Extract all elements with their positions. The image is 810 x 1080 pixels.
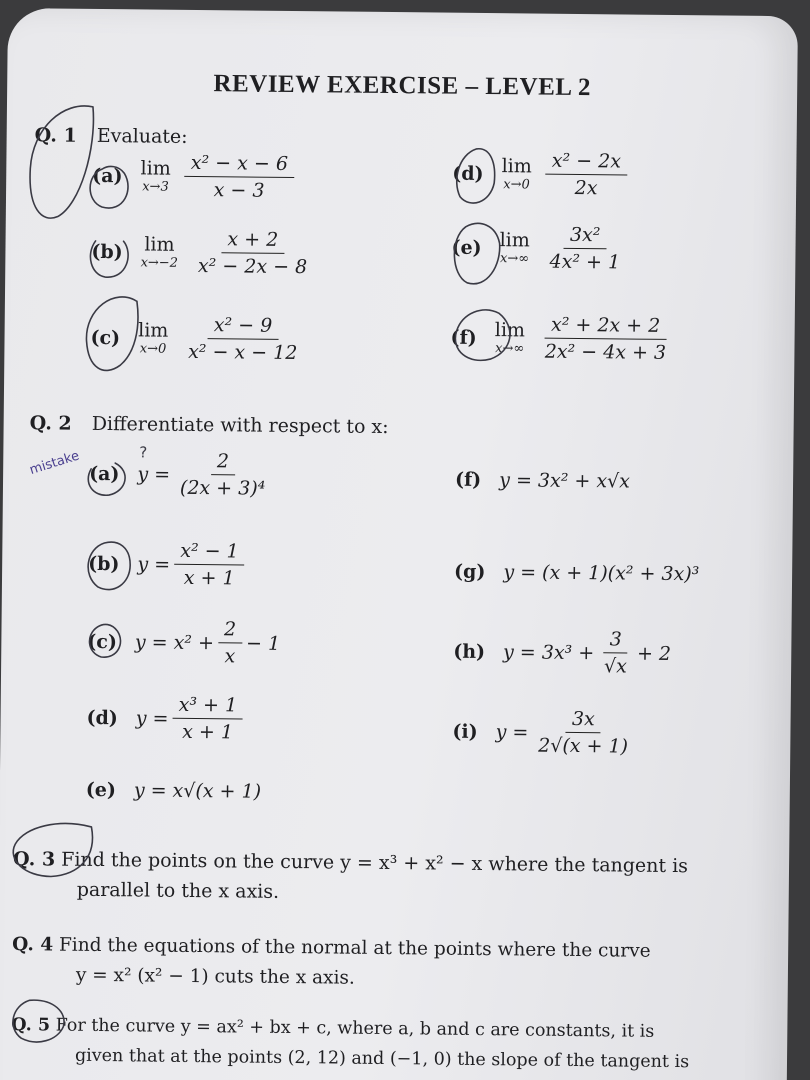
- q2-part-c: [87, 617, 280, 668]
- numerator: x³ + 1: [173, 694, 244, 720]
- numerator: 3x²: [564, 224, 607, 249]
- q3-number: Q. 3: [12, 848, 56, 871]
- lim-sub: x→∞: [495, 341, 525, 357]
- denominator: 4x² + 1: [549, 250, 621, 274]
- q2-part-i: [452, 707, 638, 758]
- q2-heading: [30, 412, 389, 438]
- numerator: x² − 2x: [546, 150, 627, 176]
- limit-operator: [141, 233, 179, 270]
- q1-part-a: [92, 151, 298, 202]
- q1-number: Q. 1: [34, 124, 77, 147]
- expr-pre: y = x² +: [134, 630, 215, 654]
- fraction: [174, 450, 272, 500]
- denominator: 2√(x + 1): [538, 734, 629, 758]
- numerator: x² + 2x + 2: [545, 314, 666, 340]
- numerator: x² − x − 6: [185, 152, 294, 178]
- limit-operator: [140, 157, 171, 194]
- lhs: y =: [135, 706, 169, 730]
- q3-line2: parallel to the x axis.: [76, 878, 280, 903]
- q1-part-b: [91, 227, 317, 278]
- denominator: x − 3: [213, 179, 265, 202]
- q1-a-label: (a): [92, 164, 123, 187]
- expr-post: + 2: [636, 642, 672, 665]
- q2-b-label: (b): [88, 552, 120, 575]
- q2-part-e: [86, 779, 261, 803]
- lim-word: lim: [140, 157, 171, 180]
- fraction: [545, 150, 627, 200]
- handwritten-question-mark: ?: [139, 443, 148, 462]
- fraction: [192, 228, 314, 278]
- fraction: [539, 314, 673, 364]
- limit-operator: [501, 155, 532, 192]
- q1-instruction: Evaluate:: [96, 124, 188, 148]
- fraction: [598, 628, 633, 677]
- q5-block: [11, 1010, 782, 1078]
- lim-sub: x→3: [142, 179, 169, 195]
- denominator: 2x: [574, 176, 598, 200]
- q1-part-e: [451, 223, 630, 274]
- q2-part-f: [455, 469, 630, 493]
- q2-i-label: (i): [452, 720, 478, 743]
- limit-operator: [499, 229, 530, 266]
- q5-number: Q. 5: [11, 1015, 51, 1036]
- q5-line1: For the curve y = ax² + bx + c, where a, b and c are constants, it is: [55, 1015, 655, 1042]
- denominator: x: [224, 645, 236, 668]
- q4-number: Q. 4: [12, 934, 54, 956]
- q2-part-g: [454, 561, 699, 586]
- q2-number: Q. 2: [29, 412, 72, 435]
- numerator: 3x: [566, 708, 601, 733]
- q1-d-label: (d): [452, 162, 484, 185]
- expression: y = (x + 1)(x² + 3x)³: [503, 561, 700, 586]
- denominator: x² − 2x − 8: [197, 255, 308, 279]
- lim-word: lim: [494, 319, 526, 342]
- lim-word: lim: [138, 319, 169, 342]
- q2-part-d: [86, 693, 247, 744]
- q4-block: [12, 930, 783, 998]
- fraction: [532, 708, 634, 758]
- fraction: [184, 152, 294, 202]
- numerator: 3: [604, 628, 628, 653]
- q2-g-label: (g): [454, 560, 486, 584]
- fraction: [174, 540, 245, 590]
- fraction: [182, 314, 304, 364]
- fraction: [172, 694, 243, 744]
- circle-q1-number: [30, 105, 94, 218]
- q1-e-label: (e): [451, 236, 482, 259]
- q3-line1: Find the points on the curve y = x³ + x² − x where the tangent is: [61, 848, 689, 878]
- q5-line2: given that at the points (2, 12) and (−1, 0) the slope of the tangent is: [74, 1045, 690, 1073]
- lim-word: lim: [501, 155, 532, 178]
- q1-heading: [35, 124, 188, 148]
- q2-f-label: (f): [454, 468, 482, 491]
- lhs: y =: [137, 552, 171, 576]
- fraction: [218, 618, 243, 667]
- denominator: x² − x − 12: [188, 340, 298, 365]
- q2-instruction: Differentiate with respect to x:: [91, 412, 389, 439]
- q1-b-label: (b): [91, 240, 123, 263]
- fraction: [544, 224, 627, 274]
- textbook-page: [0, 8, 798, 1080]
- numerator: 2: [218, 618, 242, 643]
- q2-part-h: [453, 627, 671, 678]
- limit-operator: [495, 319, 526, 356]
- numerator: x + 2: [221, 228, 284, 254]
- q3-block: [13, 844, 784, 912]
- q1-c-label: (c): [90, 326, 121, 349]
- expr-post: − 1: [245, 632, 281, 655]
- denominator: 2x² − 4x + 3: [544, 340, 667, 364]
- lhs: y =: [495, 720, 529, 743]
- expression: y = x√(x + 1): [133, 779, 262, 803]
- lim-word: lim: [144, 233, 175, 256]
- lim-word: lim: [499, 229, 530, 252]
- denominator: √x: [603, 655, 628, 678]
- lim-sub: x→0: [139, 341, 167, 357]
- denominator: (2x + 3)⁴: [179, 476, 266, 500]
- q2-h-label: (h): [453, 640, 486, 663]
- q1-f-label: (f): [450, 326, 477, 349]
- page-title: REVIEW EXERCISE – LEVEL 2: [213, 70, 592, 102]
- expression: y = 3x² + x√x: [499, 469, 631, 493]
- q1-part-c: [90, 313, 307, 364]
- expr-pre: y = 3x³ +: [502, 640, 595, 664]
- lim-sub: x→−2: [140, 255, 179, 271]
- lhs: y =: [137, 462, 171, 486]
- limit-operator: [138, 319, 169, 356]
- lim-sub: x→0: [503, 177, 530, 193]
- numerator: x² − 9: [208, 314, 279, 340]
- q2-e-label: (e): [85, 778, 117, 802]
- numerator: 2: [211, 450, 235, 475]
- denominator: x + 1: [182, 720, 234, 744]
- handwritten-note-mistake: mistake: [27, 448, 82, 479]
- numerator: x² − 1: [174, 540, 245, 566]
- q1-part-d: [452, 149, 631, 200]
- q4-line2: y = x² (x² − 1) cuts the x axis.: [75, 964, 355, 989]
- q4-line1: Find the equations of the normal at the points where the curve: [58, 934, 651, 962]
- lim-sub: x→∞: [499, 251, 530, 267]
- q2-part-b: [88, 539, 249, 590]
- q2-c-label: (c): [87, 630, 118, 653]
- q1-part-f: [450, 313, 676, 364]
- denominator: x + 1: [183, 566, 235, 590]
- q2-part-a: [89, 449, 276, 500]
- q2-a-label: (a): [89, 462, 120, 485]
- q2-d-label: (d): [86, 706, 118, 729]
